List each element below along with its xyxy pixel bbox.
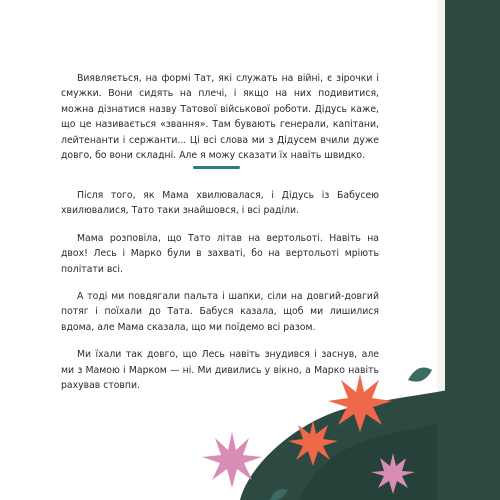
paragraph: Мама розповіла, що Тато літав на вертольоті. Навіть на двох! Лесь і Марко були в захваті, бо на вертольоті мріють політати всі. [61, 232, 379, 275]
paragraph: Виявляється, на формі Тат, які служать на війні, є зірочки і смужки. Вони сидять на плечі, і якщо на них подивитися, можна дізнатися назву Татової військової роботи. Дідусь каже, що це називається «звання». Там бувають генерали, капітани, лейтенанти і сержанти... Ці всі слова ми з Дідусем вчили дуже довго, бо вони складні. Але я можу сказати їх навіть швидко. [61, 73, 379, 162]
paragraph: Після того, як Мама хвилювалася, і Дідусь із Бабусею хвилювалися, Тато таки знайшовся, і всі раділи. [61, 190, 379, 217]
leaf-shape [408, 368, 432, 382]
paragraph: А тоді ми повдягали пальта і шапки, сіли на довгий-довгий потяг і поїхали до Тата. Бабуся казала, щоб ми лишилися вдома, але Мама сказала, що ми поїдемо всі разом. [61, 291, 379, 333]
paragraph: Ми їхали так довго, що Лесь навіть знудився і заснув, але ми з Мамою і Марком — ні. Ми дивились у вікно, а Марко навіть рахував стовпи. [61, 349, 379, 392]
